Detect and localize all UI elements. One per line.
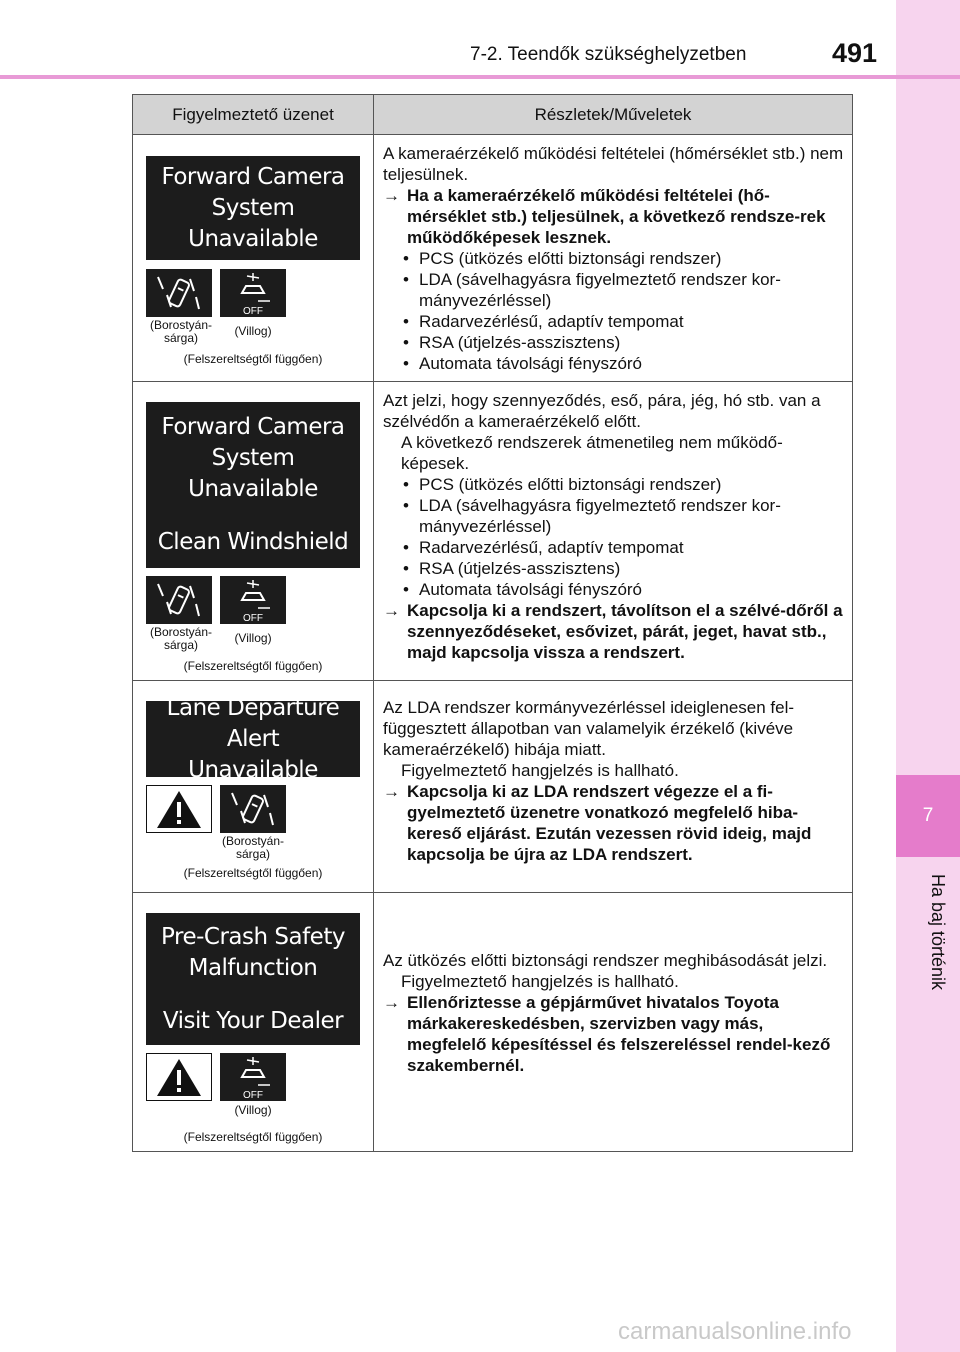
detail-text: Figyelmeztető hangjelzés is hallható.: [401, 761, 679, 780]
pre-crash-off-icon: [220, 269, 286, 317]
column-divider: [373, 95, 374, 1151]
action-text: Ha a kameraérzékelő működési feltételei (hő-mérséklet stb.) teljesülnek, a következő rendsze-rek működőképesek lesznek.: [407, 186, 826, 247]
detail-text: A következő rendszerek átmenetileg nem működő-képesek.: [401, 433, 783, 473]
action-item: [383, 185, 847, 248]
action-text: Kapcsolja ki a rendszert, távolítson el a szélvé-dőről a szennyeződéseket, esővizet, párát, jeget, havat stb., majd kapcsolja vissza a rendszert.: [407, 601, 843, 662]
flashing-caption: (Villog): [234, 1103, 272, 1117]
list-item: [383, 495, 847, 537]
list-item-text: LDA (sávelhagyásra figyelmeztető rendszer kor- mányvezérléssel): [419, 496, 781, 536]
action-text: Kapcsolja ki az LDA rendszert végezze el a fi-gyelmeztető üzenetre vonatkozó megfelelő hiba-kereső eljárást. Ezután vezessen rövid ideig, majd kapcsolja be újra az LDA rendszert.: [407, 782, 812, 864]
flashing-caption: (Villog): [234, 631, 272, 645]
arrow-icon: →: [383, 993, 400, 1012]
bullet-icon: •: [403, 270, 409, 289]
screen-line: Lane Departure Alert: [166, 694, 340, 752]
screen-line: Forward Camera: [161, 163, 345, 190]
column-header-details: Részletek/Műveletek: [534, 105, 692, 124]
svg-text:OFF: OFF: [243, 306, 263, 317]
detail-text: A kameraérzékelő működési feltételei (hőmérséklet stb.) nem teljesülnek.: [383, 144, 844, 184]
list-item-text: PCS (ütközés előtti biztonsági rendszer): [419, 249, 722, 268]
list-item: [383, 537, 847, 558]
screen-line: Unavailable: [188, 225, 318, 252]
pre-crash-off-icon: [220, 1053, 286, 1101]
list-item-text: Automata távolsági fényszóró: [419, 580, 643, 599]
svg-text:OFF: OFF: [243, 613, 263, 624]
display-message-screen: [146, 156, 360, 260]
screen-line: Malfunction: [188, 954, 318, 981]
list-item-text: LDA (sávelhagyásra figyelmeztető rendszer kor- mányvezérléssel): [419, 270, 781, 310]
display-message-screen: [146, 694, 360, 783]
screen-line: Clean Windshield: [157, 529, 349, 555]
chapter-label: Ha baj történik: [928, 874, 948, 991]
bullet-icon: •: [403, 354, 409, 373]
list-item-text: RSA (útjelzés-asszisztens): [419, 333, 621, 352]
arrow-icon: →: [383, 186, 400, 205]
detail-text: Az LDA rendszer kormányvezérléssel ideiglenesen fel-függesztett állapotban van valamelyik érzékelő (kivéve kameraérzékelő) hibája miatt.: [383, 698, 795, 759]
bullet-icon: •: [403, 249, 409, 268]
lane-departure-indicator-icon: [146, 576, 212, 624]
chapter-side-tab: [896, 0, 960, 1352]
display-message-screen: [146, 913, 360, 1045]
list-item: [383, 579, 847, 600]
arrow-icon: →: [383, 601, 400, 620]
action-text: Ellenőriztesse a gépjárművet hivatalos Toyota márkakereskedésben, szervizben vagy más, megfelelő képesítéssel és felszereléssel rendel-kező szakembernél.: [407, 993, 831, 1075]
action-item: [383, 600, 847, 663]
list-item: [383, 248, 847, 269]
page-number: 491: [832, 38, 878, 68]
list-item: [383, 311, 847, 332]
amber-caption: (Borostyán- sárga): [149, 318, 213, 345]
equipment-note: (Felszereltségtől függően): [183, 352, 323, 366]
screen-line: Pre-Crash Safety: [161, 923, 345, 950]
equipment-note: (Felszereltségtől függően): [183, 659, 323, 673]
lane-departure-indicator-icon: [220, 785, 286, 833]
bullet-icon: •: [403, 312, 409, 331]
list-item-text: Radarvezérlésű, adaptív tempomat: [419, 312, 684, 331]
row-divider: [133, 680, 852, 681]
list-item: [383, 558, 847, 579]
action-item: [383, 781, 847, 865]
bullet-icon: •: [403, 333, 409, 352]
screen-line: System: [211, 445, 295, 471]
detail-text: Figyelmeztető hangjelzés is hallható.: [401, 972, 679, 991]
screen-line: Unavailable: [188, 756, 318, 783]
amber-caption: (Borostyán- sárga): [221, 834, 285, 861]
amber-caption: (Borostyán- sárga): [149, 625, 213, 652]
row-details: [383, 697, 847, 865]
pre-crash-off-icon: [220, 576, 286, 624]
arrow-icon: →: [383, 782, 400, 801]
row-details: [383, 390, 847, 663]
screen-line: Forward Camera: [161, 414, 345, 440]
list-item-text: PCS (ütközés előtti biztonsági rendszer): [419, 475, 722, 494]
detail-text: Az ütközés előtti biztonsági rendszer meghibásodását jelzi.: [383, 951, 828, 970]
svg-text:OFF: OFF: [243, 1090, 263, 1101]
row-divider: [133, 892, 852, 893]
row-divider: [133, 381, 852, 382]
chapter-number: 7: [896, 775, 960, 857]
warning-triangle-icon: [146, 785, 212, 833]
list-item: [383, 353, 847, 374]
screen-line: Visit Your Dealer: [162, 1007, 344, 1034]
column-header-message: Figyelmeztető üzenet: [172, 105, 334, 124]
bullet-icon: •: [403, 475, 409, 494]
list-item: [383, 474, 847, 495]
flashing-caption: (Villog): [234, 324, 272, 338]
warning-triangle-icon: [146, 1053, 212, 1101]
section-title: 7-2. Teendők szükséghelyzetben: [470, 44, 747, 65]
bullet-icon: •: [403, 580, 409, 599]
header-rule: [0, 75, 960, 79]
lane-departure-indicator-icon: [146, 269, 212, 317]
action-item: [383, 992, 847, 1076]
list-item: [383, 269, 847, 311]
screen-line: System: [211, 194, 295, 221]
list-item-text: Automata távolsági fényszóró: [419, 354, 643, 373]
equipment-note: (Felszereltségtől függően): [183, 866, 323, 880]
watermark: carmanualsonline.info: [618, 1318, 852, 1345]
bullet-icon: •: [403, 496, 409, 515]
row-details: [383, 950, 847, 1076]
list-item: [383, 332, 847, 353]
equipment-note: (Felszereltségtől függően): [183, 1130, 323, 1144]
list-item-text: RSA (útjelzés-asszisztens): [419, 559, 621, 578]
screen-line: Unavailable: [188, 476, 318, 502]
bullet-icon: •: [403, 559, 409, 578]
bullet-icon: •: [403, 538, 409, 557]
warning-table: [132, 94, 853, 1152]
row-details: [383, 143, 847, 374]
detail-text: Azt jelzi, hogy szennyeződés, eső, pára, jég, hó stb. van a szélvédőn a kameraérzékelő előtt.: [383, 391, 821, 431]
list-item-text: Radarvezérlésű, adaptív tempomat: [419, 538, 684, 557]
display-message-screen: [146, 402, 360, 568]
table-header: [133, 95, 852, 135]
